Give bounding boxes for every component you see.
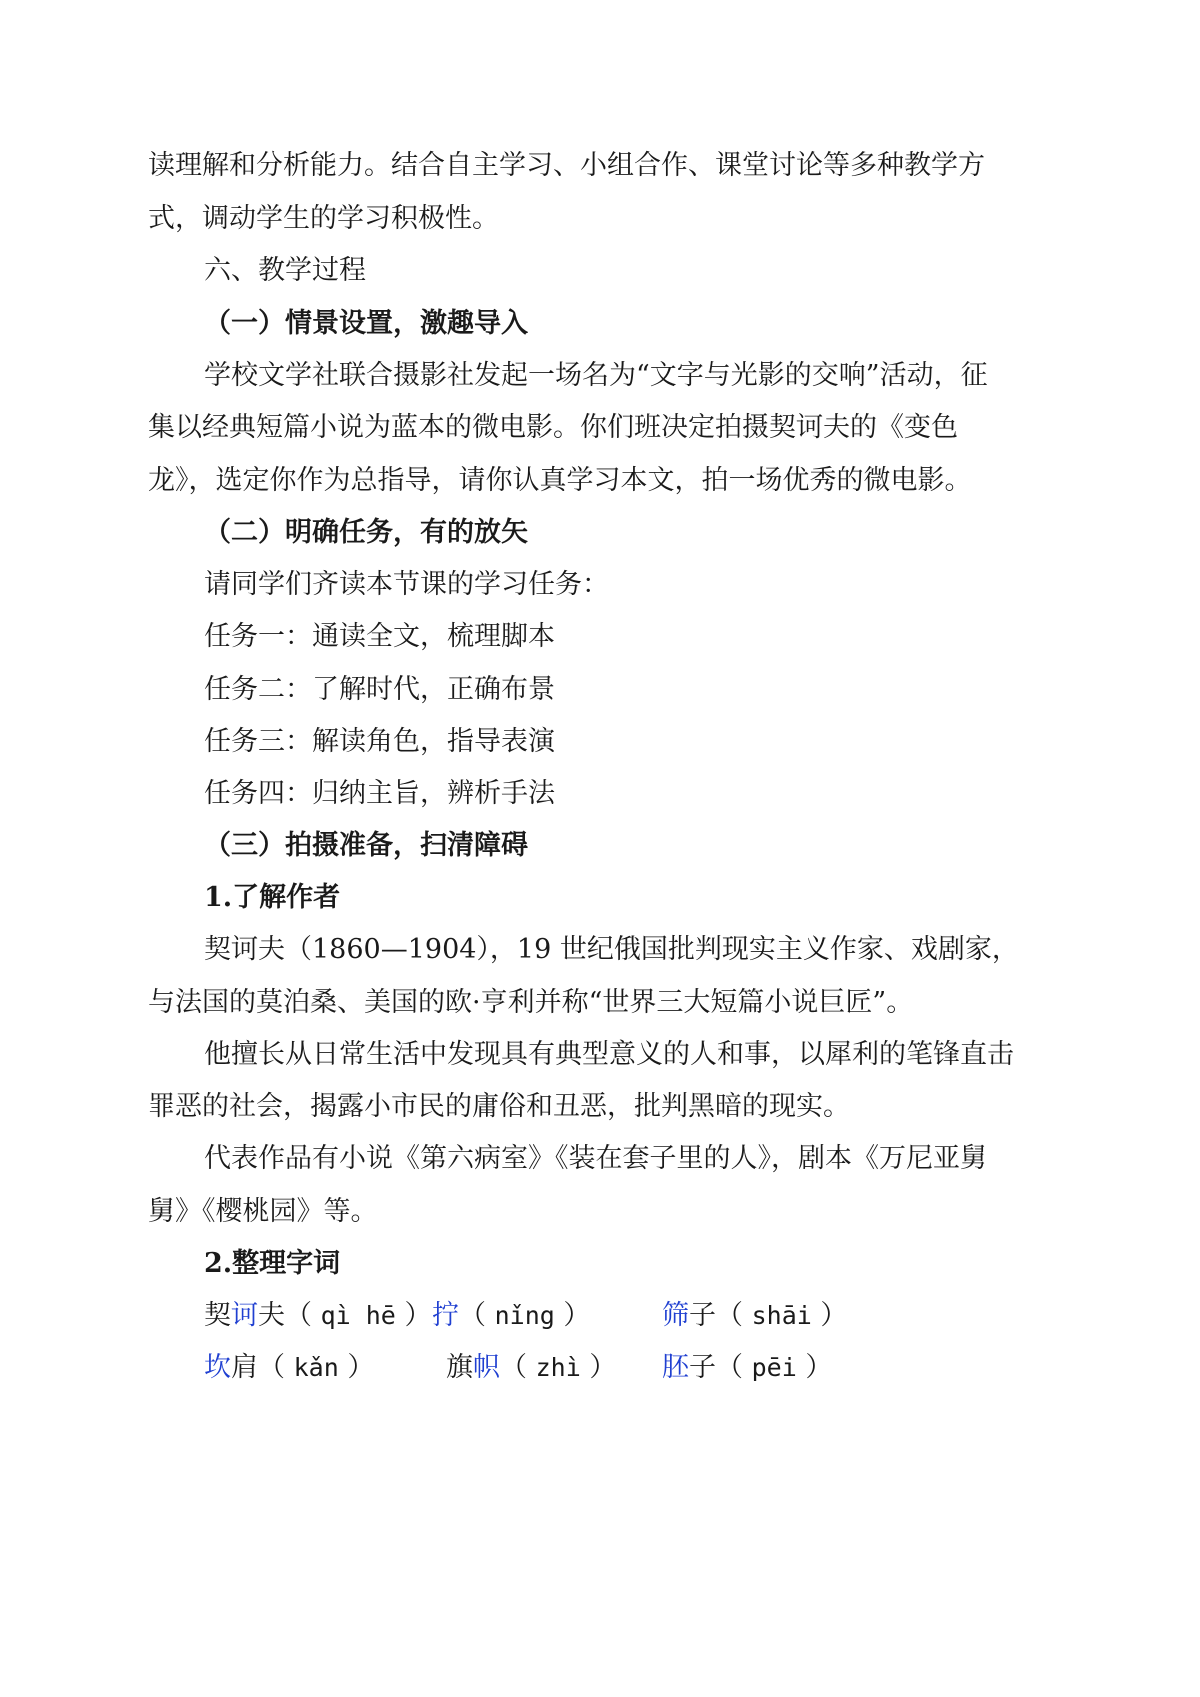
vocab-highlight-char: 拧: [432, 1300, 459, 1331]
paren-close: ）: [820, 1300, 848, 1331]
paragraph-line: 龙》，选定你作为总指导，请你认真学习本文，拍一场优秀的微电影。: [148, 465, 972, 496]
numbered-heading: 2.整理字词: [204, 1248, 341, 1279]
vocab-char: 旗: [446, 1352, 473, 1383]
section-heading: 六、教学过程: [204, 255, 366, 286]
vocab-item: [204, 1340, 374, 1396]
paragraph-line: 式，调动学生的学习积极性。: [148, 203, 499, 234]
vocab-char: 契: [204, 1300, 231, 1331]
vocab-item: [446, 1340, 616, 1396]
paren-close: ）: [404, 1300, 432, 1331]
paragraph-line: 学校文学社联合摄影社发起一场名为“文字与光影的交响”活动，征: [204, 360, 988, 391]
paragraph-line: 代表作品有小说《第六病室》《装在套子里的人》，剧本《万尼亚舅: [204, 1143, 987, 1174]
vocab-item: [204, 1288, 431, 1344]
vocab-char: 夫: [258, 1300, 285, 1331]
paragraph-line: 集以经典短篇小说为蓝本的微电影。你们班决定拍摄契诃夫的《变色: [148, 412, 958, 443]
vocab-highlight-char: 胚: [662, 1352, 689, 1383]
vocab-highlight-char: 诃: [231, 1300, 258, 1331]
task-item: 任务四：归纳主旨，辨析手法: [204, 778, 555, 809]
task-item: 任务二：了解时代，正确布景: [204, 674, 555, 705]
task-item: 任务一：通读全文，梳理脚本: [204, 621, 555, 652]
paren-open: （: [258, 1352, 285, 1383]
paragraph-line: 舅》《樱桃园》等。: [148, 1196, 378, 1227]
paragraph-line: 他擅长从日常生活中发现具有典型意义的人和事，以犀利的笔锋直击: [204, 1039, 1014, 1070]
vocab-item: [662, 1288, 847, 1344]
paren-open: （: [285, 1300, 312, 1331]
vocab-highlight-char: 筛: [662, 1300, 689, 1331]
subsection-heading: （二）明确任务，有的放矢: [204, 517, 528, 548]
paragraph-line: 与法国的莫泊桑、美国的欧·亨利并称“世界三大短篇小说巨匠”。: [148, 987, 914, 1018]
paragraph-line: 契诃夫（1860—1904），19 世纪俄国批判现实主义作家、戏剧家，: [204, 934, 1019, 965]
paragraph-line: 请同学们齐读本节课的学习任务：: [204, 569, 609, 600]
paren-close: ）: [589, 1352, 617, 1383]
paren-open: （: [459, 1300, 486, 1331]
paragraph-line: 罪恶的社会，揭露小市民的庸俗和丑恶，批判黑暗的现实。: [148, 1091, 850, 1122]
vocab-highlight-char: 坎: [204, 1352, 231, 1383]
pinyin: kǎn: [293, 1353, 339, 1382]
vocab-item: [662, 1340, 832, 1396]
pinyin: zhì: [535, 1353, 581, 1382]
paren-close: ）: [347, 1352, 375, 1383]
pinyin: pēi: [751, 1353, 797, 1382]
subsection-heading: （一）情景设置，激趣导入: [204, 308, 528, 339]
pinyin: nǐng: [494, 1301, 555, 1330]
task-item: 任务三：解读角色，指导表演: [204, 726, 555, 757]
pinyin: shāi: [751, 1301, 812, 1330]
paren-open: （: [716, 1300, 743, 1331]
vocab-char: 子: [689, 1352, 716, 1383]
paren-close: ）: [563, 1300, 591, 1331]
paren-open: （: [500, 1352, 527, 1383]
paren-close: ）: [805, 1352, 833, 1383]
vocab-char: 肩: [231, 1352, 258, 1383]
vocab-char: 子: [689, 1300, 716, 1331]
paren-open: （: [716, 1352, 743, 1383]
vocab-highlight-char: 帜: [473, 1352, 500, 1383]
pinyin: qì hē: [320, 1301, 396, 1330]
subsection-heading: （三）拍摄准备，扫清障碍: [204, 830, 528, 861]
numbered-heading: 1.了解作者: [204, 882, 341, 913]
paragraph-line: 读理解和分析能力。结合自主学习、小组合作、课堂讨论等多种教学方: [148, 150, 985, 181]
vocab-item: [432, 1288, 590, 1344]
